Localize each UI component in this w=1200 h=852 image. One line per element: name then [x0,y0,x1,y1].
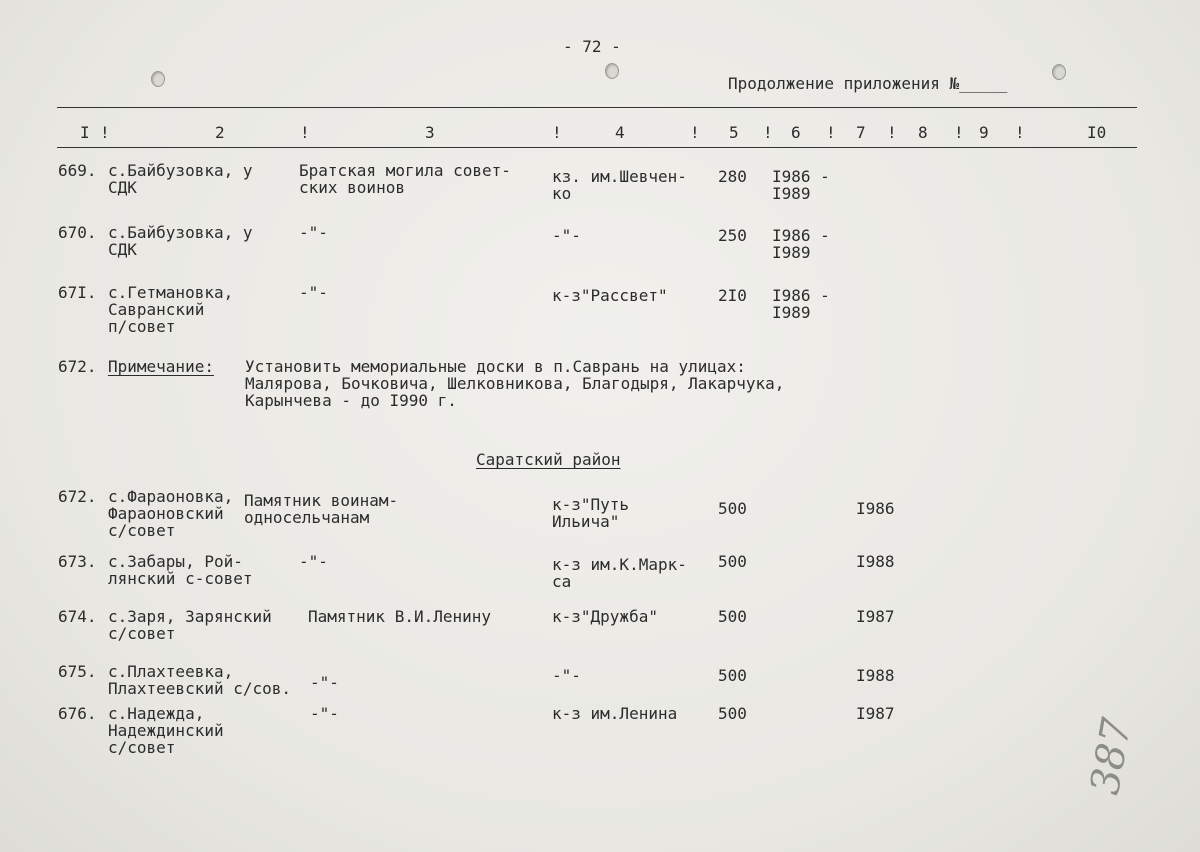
row-number: 675. [58,662,97,681]
note-line: Установить мемориальные доски в п.Саврань на улицах: [245,357,746,376]
row-owner: к-з"Путь [552,495,630,514]
row-object: Памятник воинам- [244,491,399,510]
row-number: 672. [58,487,97,506]
continuation-label: Продолжение приложения №_____ [728,74,1008,93]
section-title: Саратский район [476,450,621,469]
row-col7: I987 [856,704,895,723]
punch-hole-center [605,63,619,79]
row-col7: I988 [856,666,895,685]
margin-handwritten-number: 387 [1082,714,1141,798]
row-object: -"- [299,283,328,302]
row-object: -"- [310,704,339,723]
header-sep: ! [1015,123,1025,142]
row-object: односельчанам [244,508,370,527]
row-number: 67I. [58,283,97,302]
row-col6: I989 [772,303,811,322]
note-line: Карынчева - до I990 г. [245,391,457,410]
row-number: 669. [58,161,97,180]
header-sep: ! [763,123,773,142]
header-sep: ! [887,123,897,142]
note-line: Малярова, Бочковича, Шелковникова, Благодыря, Лакарчука, [245,374,785,393]
row-owner: -"- [552,226,581,245]
row-owner: к-з им.К.Марк- [552,555,687,574]
row-col6: I989 [772,243,811,262]
row-place: с.Байбузовка, у [108,223,253,242]
row-number: 670. [58,223,97,242]
row-col7: I986 [856,499,895,518]
row-place: с.Забары, Рой- [108,552,243,571]
row-place: п/совет [108,317,176,336]
row-owner: са [552,572,572,591]
header-rule-top [57,107,1137,108]
row-object: Братская могила совет- [299,161,511,180]
row-col5: 500 [718,499,747,518]
header-rule-bottom [57,147,1137,148]
row-place: СДК [108,240,137,259]
row-place: с.Плахтеевка, [108,662,234,681]
row-place: Надеждинский [108,721,224,740]
row-place: лянский с-совет [108,569,253,588]
row-place: Плахтеевский с/сов. [108,679,292,698]
row-col6: I989 [772,184,811,203]
row-place: Савранский [108,300,205,319]
row-col7: I988 [856,552,895,571]
header-sep: ! [300,123,310,142]
row-col5: 500 [718,704,747,723]
punch-hole-left [151,71,165,87]
row-object: -"- [299,552,328,571]
row-number: 676. [58,704,97,723]
row-owner: ко [552,184,572,203]
row-col6: I986 - [772,167,830,186]
header-col-7: 7 [856,123,866,142]
header-col-2: 2 [215,123,225,142]
header-sep: ! [826,123,836,142]
row-place: СДК [108,178,137,197]
header-col-1: I [80,123,90,142]
header-col-8: 8 [918,123,928,142]
row-place: с.Гетмановка, [108,283,234,302]
row-place: с/совет [108,738,176,757]
row-owner: к-з"Рассвет" [552,286,668,305]
row-col7: I987 [856,607,895,626]
row-col5: 2I0 [718,286,747,305]
row-number: 673. [58,552,97,571]
header-col-4: 4 [615,123,625,142]
row-object: -"- [299,223,328,242]
row-place: Фараоновский [108,504,224,523]
row-place: с/совет [108,521,176,540]
row-place: с/совет [108,624,176,643]
row-col6: I986 - [772,286,830,305]
header-col-5: 5 [729,123,739,142]
header-col-10: I0 [1087,123,1107,142]
row-owner: Ильича" [552,512,620,531]
header-sep: ! [552,123,562,142]
note-label: Примечание: [108,357,214,376]
header-col-3: 3 [425,123,435,142]
punch-hole-right [1052,64,1066,80]
row-col5: 500 [718,666,747,685]
row-owner: кз. им.Шевчен- [552,167,687,186]
row-object: ских воинов [299,178,405,197]
row-place: с.Фараоновка, [108,487,234,506]
row-object: Памятник В.И.Ленину [308,607,492,626]
row-col5: 280 [718,167,747,186]
row-place: с.Надежда, [108,704,205,723]
row-col5: 250 [718,226,747,245]
page-number: - 72 - [563,37,621,56]
note-number: 672. [58,357,97,376]
row-place: с.Байбузовка, у [108,161,253,180]
header-col-9: 9 [979,123,989,142]
row-place: с.Заря, Зарянский [108,607,272,626]
row-col5: 500 [718,607,747,626]
row-owner: к-з им.Ленина [552,704,678,723]
row-object: -"- [310,673,339,692]
row-owner: к-з"Дружба" [552,607,658,626]
header-sep: ! [100,123,110,142]
row-col6: I986 - [772,226,830,245]
row-owner: -"- [552,666,581,685]
header-sep: ! [690,123,700,142]
header-col-6: 6 [791,123,801,142]
header-sep: ! [954,123,964,142]
row-col5: 500 [718,552,747,571]
row-number: 674. [58,607,97,626]
